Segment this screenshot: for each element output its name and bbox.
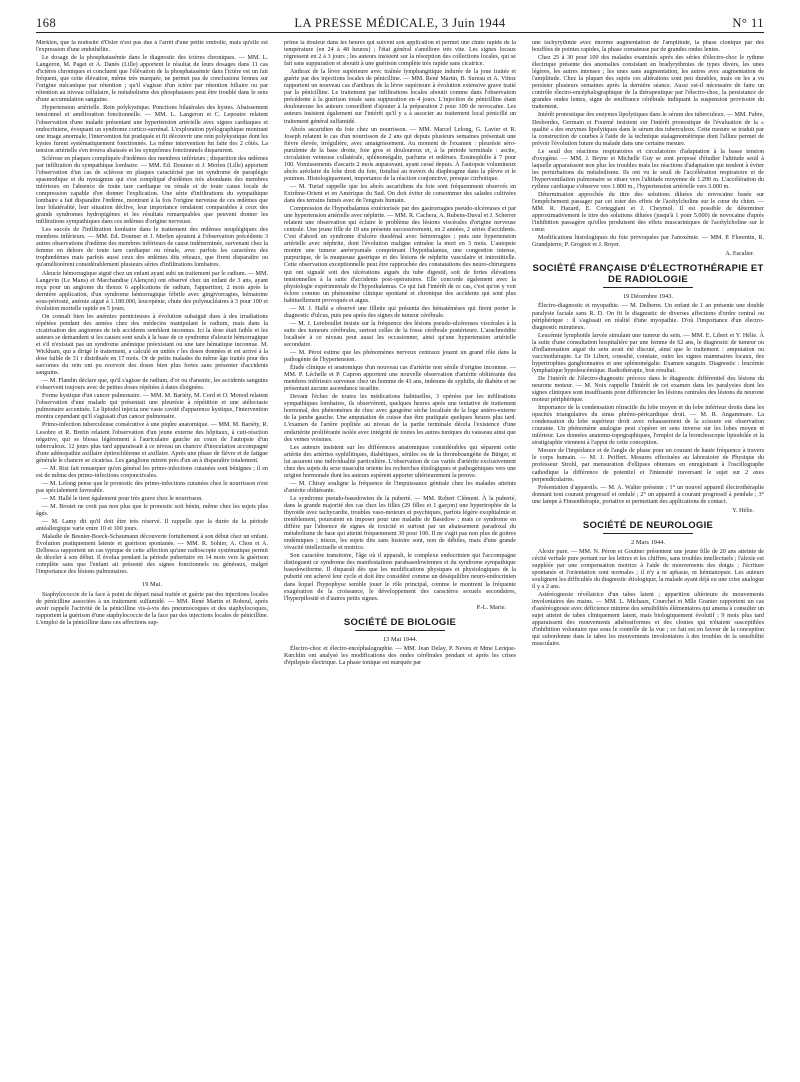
paragraph: Hypertension artérielle. Rein polykystique. Ponctions bilatérales des kystes. Abaissement tensionnel et amélioration fonctionnelle. — MM. L. Langeron et C. Lepoutre relatent l'observation d'une malade présentant une hypertension artérielle avec signes cardiaques et endocriniens, évoquant un syndrome cortico-surrénal. L'exploration pyélographique montrant une image anormale, l'intervention fut pratiquée et fit découvrir une rein polykystique dont les kystes furent systématiquement fonctionnés. La même intervention fut faite des 2 côtés. La tension artérielle s'en trouva abaissée et les symptômes fonctionnels disparurent. xyxy=(36,105,268,154)
session-date-text: 2 Mars 1944. xyxy=(631,538,665,546)
paragraph: Modifications histologiques du foie provoquées par l'anoxémie. — MM. P. Florentin, R. Grandpierre, P. Grognot et J. Royer. xyxy=(532,235,764,249)
journal-title: LA PRESSE MÉDICALE, 3 Juin 1944 xyxy=(294,16,506,30)
issue-number: N° 11 xyxy=(732,16,764,30)
session-date-text: 19 Mai. xyxy=(142,581,162,589)
paragraph: Devant l'échec de toutes les médications habituelles, 3 opérées par les infiltrations sympathiques lombaires, ils observèrent, quelques heures après une tentative de traitement hormonal, des phénomènes de choc avec gangrène sèche localisée de la loge antéro-externe de la jambe gauche. Une amputation de cuisse due être pratiquée quelques heures plus tard. L'examen de l'artère poplitée au niveau de la partie terminale décela l'existence d'une endartérite proliférante isolée avec intégrité de toutes les autres tuniques du vaisseau ainsi que des veines voisines. xyxy=(284,394,516,443)
page-header xyxy=(36,14,764,33)
paragraph: Anthrax de la lèvre supérieure avec traînée lymphangitique indurée de la joue traitée et guérie par des injections locales de pénicilline. — MM. René Martin, B. Sureau et A. Vittoz rapportent un nouveau cas d'anthrax de la lèvre supérieure à évolution extensive grave traité par la pénicilline. Le traitement par infiltrations locales aboutit comme dans l'observation précédente à la guérison totale sans suppuration en 4 jours. L'injection de pénicilline étant douloureuse les auteurs conseillent d'ajouter à la préparation 2 pour 100 de novocaïne. Les auteurs insistent également sur l'intérêt qu'il y a à associer au traitement local pénicillé un traitement général sulfamidé. xyxy=(284,69,516,125)
paragraph: Importance de la condensation rétractile du lobe moyen et du lobe inférieur droits dans les opacités triangulaires du sinus phréno-péricardique droit. — M. R. Angammare. La condensation du lobe supérieur droit avec rehaussement de la scissure est observation courante. Un phénomène analogue peut s'opérer en sens inverse sur les lobes moyen et inférieur. Les données anatomo-topographiques, l'emploi de la bronchoscopie lipiodolée et la stratigraphie viennent à l'appui de cette conception. xyxy=(532,405,764,447)
paragraph: — M. Hallé le tient également pour très grave chez le nourrisson. xyxy=(42,495,203,502)
paragraph: une tachyrythmie avec énorme augmentation de l'amplitude, la phase clonique par des bouffées de pointes rapides, la phase comateuse par de grandes ondes lentes. xyxy=(532,40,764,54)
paragraph: — M. Flandin déclare que, qu'il s'agisse de radium, d'or ou d'arsenic, les accidents sanguins s'observent toujours avec de petites doses répétées à dates éloignées. xyxy=(36,378,268,392)
paragraph: Staphylococcie de la face à point de départ nasal traitée et guérie par des injections locales de pénicilline associées à un traitement sulfamidé. — MM. René Martin et Roboul, après avoir rappelé l'activité de la pénicilline vis-à-vis des pneumocoques et des staphylocoques, rapportent la guérison d'une staphylococcie de la face par des injections locales de pénicilline. L'emploi de la pénicilline dans ces affections sup- xyxy=(36,591,268,626)
paragraph: Astéréognosie révélatrice d'un tabes latent ; apparition ultérieure de mouvements involontaires des mains. — MM. L. Michaux, Courchet et Mlle Granier rapportent un cas d'astéréognosie avec déficience minime des sensibilités élémentaires qui amena à consulter un sujet atteint de tabes cliniquement latent, mais biologiquement évolutif ; 9 mois plus tard apparaissent des mouvements athétosiformes et des clonies qui n'étaient susceptibles d'inhibition volontaire que sous le contrôle de la vue ; ce fait est en faveur de la conception qui subordonne dans le tabes les mouvements involontaires à des troubles de la sensibilité musculaire. xyxy=(532,592,764,648)
session-date xyxy=(36,581,268,588)
society-heading-text: SOCIÉTÉ DE BIOLOGIE xyxy=(343,616,457,628)
heading-rule xyxy=(603,287,693,288)
paragraph: — M. J. Lereboullet insiste sur la fréquence des lésions pseudo-ulcéreuses viscérales à la suite des tumeurs cérébrales, surtout celles de la fosse cérébrale postérieure. L'arachnoïdite localisée à ce niveau peut aussi les occasionner, ainsi qu'une hypertension artérielle secondaire. xyxy=(284,320,516,348)
paragraph: Présentation d'appareils. — M. A. Walter présente : 1° un nouvel appareil électrothéraplie donnant tout courant progressif et ondulé ; 2° un appareil à courant progressif à pendule ; 3° une lampe à Finsenthérapie, portative et permettant des applications de contact. xyxy=(532,484,764,505)
paragraph: Étude clinique et anatomique d'un nouveau cas d'artérite non sénile d'origine inconnue. — MM. P. Léchelle et P. Capron apportent une nouvelle observation d'artérite oblitérante des membres inférieurs survenue chez un homme de 43 ans, indemne de syphilis, de diabète et ne présentant aucune ascendance israélite. xyxy=(284,365,516,393)
paragraph: — M. Lamy dit qu'il doit être très réservé. Il rappelle que la durée de la période antéallergique varie entre 10 et 100 jours. xyxy=(36,519,268,533)
session-date-text: 13 Mai 1944. xyxy=(382,635,418,643)
paragraph: — M. Brouet ne croit pas non plus que le pronostic soit bénin, même chez les sujets plus âgés. xyxy=(36,504,268,518)
author-signature-text: Y. Hélie. xyxy=(732,506,754,514)
paragraph: Maladie de Besnier-Boeck-Schaumann découverte fortuitement à son début chez un enfant. Évolution pratiquement latente et guérison spontanée. — MM. R. Sohier, A. Chon et A. Delbosca rapportent un cas typique de cette affection qu'une radioscopie systématique permit de déceler à son début. Il évolua pendant la période pubertaire en 14 mois vers la guérison complète sans que l'enfant ait présenté des signes fonctionnels ou généraux, malgré l'importance des lésions pulmonaires. xyxy=(36,534,268,576)
paragraph: On connaît bien les anémies pernicieuses à évolution subaiguë dues à des irradiations répétées pendant des années chez des médecins manipulant le radium, mais dans la cicatrisation des angiomes de tels accidents semblent inconnus. Ici la dose était faible et les auteurs se demandent si les causes sont seuls à la base de ce syndrome d'aleucie hémorragique et s'il n'existait pas un syndrome anémique préexistant ou une tare hématique inconnue. M. Wickham, qui a dirigé le traitement, a calculé en unités r les doses données et est arrivé à la dose faible de 31 r distribuée en 17 mois. Or de petits malades du même âge traités pour des sarcomes du rein ont pu recevoir des doses bien plus fortes sans présenter d'accidents sanguins. xyxy=(36,313,268,377)
heading-rule xyxy=(603,533,693,534)
session-date xyxy=(284,636,516,643)
heading-rule xyxy=(355,630,445,631)
column-right xyxy=(532,40,764,1070)
paragraph: Alexie pure. — MM. N. Péron et Goutner présentent une jeune fille de 20 ans atteinte de cécité verbale pure portant sur les lettres et les chiffres, sans troubles intellectuels ; l'alexie est suppléée par une compensation motrice à l'aide de mouvements des doigts ; l'écriture spontanée et l'orientation sont normales ; il n'y a ni aphasie, ni hémianopsie. Les auteurs soulignent les difficultés du diagnostic étiologique, la malade ayant déjà eu une crise analogue il y a 2 ans. xyxy=(532,548,764,591)
paragraph: Les auteurs insistent sur les différences anatomiques considérables qui séparent cette artérite des artérites syphilitiques, diabétiques, séniles ou de la thromboangéite de Bürger, et lui assurent une individualité particulière. L'observation de cas variés d'artérite exclusivement chez des sujets du sexe masculin oriente les recherches étiologiques et pathogéniques vers une origine hormonale dont les auteurs espèrent apporter ultérieurement la preuve. xyxy=(284,444,516,479)
society-heading xyxy=(532,520,764,534)
paragraph: Son caractère transitoire, l'âge où il apparaît, le complexe endocrinien qui l'accompagne distinguent ce syndrome des manifestations parabasedowiennes et du syndrome sympathique basedowiforme. Il disparaît dès que les modifications physiques et physiologiques de la puberté ont achevé leur cycle et doit être considéré comme un déséquilibre neuro-endocrinien dans lequel l'hypophyse semble jouer le rôle principal, comme le montrent la fréquente exagération de la croissance, le développement des caractères sexuels secondaires, l'hyperpilosité et d'autres petits signes. xyxy=(284,553,516,602)
author-signature xyxy=(284,604,506,611)
paragraph: Leucémie lymphoïde larvée simulant une tumeur du sein. — MM. E. Libert et Y. Hélie. À la suite d'une consultation hospitalière par une femme de 62 ans, le diagnostic de tumeur ou d'inflammation aiguë du sein avait été discuté, ainsi que le traitement : amputation ou vaccinothérapie. Le Dr Libert, consulté, constate, outre les signes mammaires locaux, des hypertrophies ganglionnaires et une splénomégalie. Examen sanguin. Diagnostic : leucémie lymphatique hypoleucémique. Radiothérapie, bon résultat. xyxy=(532,332,764,374)
paragraph: Le dosage de la phosphatasémie dans le diagnostic des ictères chroniques. — MM. L. Langeron, M. Paget et A. Danés (Lille) apportent le résultat de leurs dosages dans 11 cas d'ictères chroniques et concluent que l'élévation de la phosphatasémie dans l'ictère est un fait fréquent, que cette élévation, même très marquée, ne permet pas de conclusions fermes sur l'origine mécanique par rétention ; qu'il s'agisse d'un ictère par rétention biliaire ou par rétention au niveau cellulaire, le métabolisme des phosphatases peut être troublé dans le sens d'une accumulation sanguine. xyxy=(36,55,268,104)
author-signature xyxy=(532,507,754,514)
paragraph: — M. Rist fait remarquer qu'en général les primo-infections cutanées sont bénignes ; il en est de même des primo-infections conjonctivales. xyxy=(36,465,268,479)
author-signature-text: A. Escalier. xyxy=(725,250,754,258)
paragraph: — M. Lelong pense que le pronostic des primo-infections cutanées chez le nourrisson n'est pas spécialement favorable. xyxy=(36,480,268,494)
paragraph: Merklen, que la nodosité d'Osler n'est pas due à l'arrêt d'une petite embolie, mais qu'elle est l'expression d'une endothélite. xyxy=(36,40,268,54)
paragraph: De l'intérêt de l'électro-diagnostic précoce dans le diagnostic différentiel des lésions du neurone moteur. — M. Noix rappelle l'intérêt de cet examen dans les paralysies dont les signes cliniques sont insuffisants pour différencier les lésions centrales des lésions du neurone moteur périphérique. xyxy=(532,375,764,404)
paragraph: Électro-diagnostic et myopathie. — M. Delherm. Un enfant de 1 an présente une double paralysie faciale sans R. D. On fit le diagnostic de diverses affections d'ordre central ou périphérique : il s'agissait en réalité d'une myopathie. D'où l'importance d'un électro-diagnostic minutieux. xyxy=(532,303,764,331)
paragraph: Le syndrome pseudo-basedowien de la puberté. — MM. Robert Clément. À la puberté, dans la grande majorité des cas chez les filles (29 filles et 1 garçon) une hypertrophie de la thyroïde avec tachycardie, troubles vaso-moteurs et psychiques, parfois légère exophtalmie et tremblement, pourraient en imposer pour une maladie de Basedow ; mais ce syndrome en diffère par l'absence de signes de toxicité et surtout par un abaissement paradoxal du métabolisme de base qui atteint fréquemment 30 pour 100. Il ne s'agit pas non plus de goitres endémiques ; mieux, les sujets dits sans histoire sont, non de débiles, mais d'une grande vivacité intellectuelle et motrice. xyxy=(284,495,516,552)
column-middle xyxy=(284,40,516,1070)
paragraph: Forme kystique d'un cancer pulmonaire. — MM. M. Bariéty, M. Cord et O. Monod relatent l'observation d'une malade qui présentait une pleurésie à répétition et une atélectasie pulmonaire accentuée. Le lipiodol injecta une vaste cavité d'apparence kystique, l'intervention montra cependant qu'il s'agissait d'un cancer pulmonaire. xyxy=(36,393,268,421)
page-number: 168 xyxy=(36,16,57,30)
paragraph: Mesure de l'impédance et de l'angle de phase pour un courant de haute fréquence à travers le corps humain. — M. J. Peiffert. Mesures effectuées au laboratoire de Physique du professeur Strohl, par mensuration d'ellipses obtenues en enregistrant à l'oscillographe cathodique la différence de potentiel et l'intensité traversant le sujet sur 2 axes perpendiculaires. xyxy=(532,448,764,483)
paragraph: Abcès ascaridien du foie chez un nourrisson. — MM. Marcel Lelong, G. Lavier et R. Joseph relatent le cas d'un nourrisson de 2 ans qui depuis plusieurs semaines présentait une fièvre élevée, irrégulière, avec amaigrissement. Au moment de l'examen : pleurésie séro-purulente de la base droite, foie gros et douloureux et, à la période terminale : ascite, circulation veineuse collatérale, splénomégalie, parfums et œdèmes. Éosinophilie à 7 pour 100. Vomissements d'ascaris 2 mois auparavant, ayant cessé depuis. À l'autopsie volumineux abcès aréolaire du lobe droit du foie, fistulisé au travers du diaphragme dans la plèvre et le poumon. Histologiquement, importance de la réaction conjonctive, presque cirrhotique. xyxy=(284,126,516,182)
paragraph: Chez 25 à 30 pour 100 des malades examinés après des séries d'électro-choc le rythme électrique présente des anomalies consistant en bradyrythmies de types divers, les unes légères, les autres intenses ; les unes sans augmentation, les autres avec augmentation de l'amplitude. Chez la plupart des sujets ces altérations sont peu durables, mais on les a vu persister plusieurs semaines après la dernière séance. Aussi est-il nécessaire de faire un contrôle électro-encéphalographique de la thérapeutique par l'électro-choc, la persistance de grandes ondes lentes, signe de souffrance cérébrale indiquant la suspension provisoire du traitement. xyxy=(532,55,764,111)
session-date-text: 19 Décembre 1943. xyxy=(622,293,674,301)
society-heading xyxy=(532,263,764,288)
paragraph: — M. Chiray souligne la fréquence de l'impuissance génitale chez les malades atteints d'artérite oblitérante. xyxy=(284,480,516,494)
paragraph: — M. J. Hallé a observé une fillette qui présenta des hématémèses qui firent porter le diagnostic d'ulcus, puis peu après des signes de tumeur cérébrale. xyxy=(284,305,516,319)
paragraph: Primo-infection tuberculeuse consécutive à une piqûre anatomique. — MM. M. Bariéty, R. Lesobre et R. Bretin relatent l'observation d'un jeune externe des hôpitaux, à cuti-réaction négative, qui se blessa légèrement à l'auriculaire gauche au cours de l'autopsie d'un tuberculeux. 12 jours plus tard apparaissait à ce niveau un chancre d'inoculation accompagné d'une adénopathie axillaire épitrochléenne et axillaire. Après une phase de fièvre et de fatigue générale le chancre se cicatrisa. Les ganglions mirent près d'un an à disparaître totalement. xyxy=(36,422,268,464)
paragraph: Aleucie hémorragique aiguë chez un enfant ayant subi un traitement par le radium. — MM. Langevin (Le Mans) et Marchandise (Alençon) ont observé chez un enfant de 3 ans, ayant reçu pour un angiome du thorax 6 applications de radium, l'apparition, 2 mois après la dernière application, d'un syndrome hémorragique fébrile avec gingivorragies, hématome sous-périosté, anémie aiguë à 1.180.000, leucopénie, chute des polynucléaires à 3 pour 100 et évolution mortelle rapide en 5 jours. xyxy=(36,270,268,312)
paragraph: Détermination approchée du titre des solutions diluées de novocaïne basée sur l'empêchement passager par cet ester des effets de l'acétylcholine sur le cœur du chien. — MM. R. Hazard, E. Corteggiani et J. Cheymol. Il est possible de déterminer approximativement le titre des solutions diluées (jusqu'à 1 pour 5.000) de novocaïne d'après l'inhibition passagère qu'elles produisent des effets muscariniques de l'acétylcholine sur le cœur. xyxy=(532,191,764,234)
society-heading-text: SOCIÉTÉ DE NEUROLOGIE xyxy=(582,519,714,531)
column-left xyxy=(36,40,268,1070)
paragraph: Les succès de l'infiltration lombaire dans le traitement des œdèmes neuplégiques des membres inférieurs. — MM. Ed. Doumer et J. Merlen ajoutent à l'observation précédente 3 autres observations d'œdème des membres inférieurs de cause indéterminée, survenant chez la femme en dehors de toute tare cardiaque ou rénale, avec parfois les caractères des trophœdèmes mais parfois aussi ceux des œdèmes dits réteaux, que firent disparaître ou qu'améliorèrent considérablement plusieurs séries d'infiltrations lombaires. xyxy=(36,227,268,269)
author-signature xyxy=(532,250,754,257)
society-heading xyxy=(284,617,516,631)
paragraph: prime la douleur dans les heures qui suivent son application et permet une chute rapide de la température (en 24 à 48 heures) ; l'état général s'améliore très vite. Les signes locaux régressent en 2 à 3 jours ; les auteurs insistent sur la résorption des collections locales, qui se fait sans suppuration et aboutit à une guérison complète très rapide sans cicatrice. xyxy=(284,40,516,68)
session-date xyxy=(532,539,764,546)
paragraph: Sclérose en plaques compliquée d'œdèmes des membres inférieurs ; disparition des œdèmes par infiltration du sympathique lombaire. — MM. Ed. Doumer et J. Merlen (Lille) apportent l'observation d'un cas de sclérose en plaques caractérisé par un syndrome de paraplégie spasmodique et du nystagmus qui s'est compliqué d'œdèmes très abondants des membres inférieurs en l'absence de toute tare cardiaque ou rénale et de toute cause locale de compression capable d'en donner l'explication. Une série d'infiltrations du sympathique lombaire a fait disparaître l'œdème, montrant à la fois l'origine nerveuse de ces œdèmes que leur bilatéralité, leur situation déclive, leur importance rendaient comparables à ceux des grands syndromes hydropigènes et les résultats remarquables que peuvent donner les infiltrations sympathiques dans ces œdèmes d'origine nerveuse. xyxy=(36,155,268,226)
paragraph: Compression de l'hypothalamus extériorisée par des gastrorragies pseudo-ulcéreuses et par une hypertension artérielle avec néphrite. — MM. R. Cachera, A. Rubens-Duval et J. Scherrer relatent une observation qui éclaire le problème des lésions viscérales d'origine nerveuse centrale. Une jeune fille de 19 ans présente successivement, en 2 années, 2 séries d'accidents. C'est d'abord un syndrome d'ulcère duodénal avec hémorragies ; puis une hypertension artérielle avec néphrite, dont l'évolution maligne entraîne la mort en 3 mois. L'autopsie montre une tumeur anévrysmale comprimant l'hypothalamus, une congestion intense, purpurique, de la muqueuse gastrique et des lésions de néphrite vasculaire et interstitielle. Cette observation exceptionnelle peut être rapprochée des constatations des neuro-chirurgiens qui ont signalé soit des ulcérations aiguës du tube digestif, soit de fortes élévations tensionnelles à la suite d'accidents post-opératoires. Elle concorde également avec la physiologie expérimentale de l'hypothalamus. Ce qui fait l'intérêt de ce cas, c'est qu'on y voit éclore comme un phénomène clinique spontané et chronique des accidents qui sont plus habituellement provoqués et aigus. xyxy=(284,206,516,304)
paragraph: Le seuil des réactions respiratoires et circulatoires d'adaptation à la basse tension d'oxygène. — MM. J. Beyne et Michelle Guy se sont proposé d'étudier l'altitude seuil à laquelle apparaissent non plus les troubles mais les réactions d'adaptation qui tendent à éviter les perturbations du métabolisme. Ils ont vu le seuil de l'accélération respiratoire et de l'hyperventilation pulmonaire se situer vers l'altitude moyenne de 1.200 m. L'accélération du rythme cardiaque s'observe vers 1.800 m., l'hypertension artérielle vers 3.000 m. xyxy=(532,148,764,190)
society-heading-text: SOCIÉTÉ FRANÇAISE D'ÉLECTROTHÉRAPIE ET DE RADIOLOGIE xyxy=(532,263,764,286)
author-signature-text: P.-L. Marie. xyxy=(476,603,506,611)
paragraph: Intérêt pronostique des enzymes lipolytiques dans le sérum des tuberculeux. — MM. Fabre, Desbordes, Germain et Fourmé insistent sur l'intérêt pronostique de l'évaluation de la « qualité » des enzymes lipolytiques dans le sérum des tuberculeux. Cette mesure se traduit par la construction de courbes à l'aide de la technique stalagmométrique dont l'allure permet de prévoir l'évolution future du malade dans une certaine mesure. xyxy=(532,112,764,147)
paragraph: — M. Pérot estime que les phénomènes nerveux centraux jouent un grand rôle dans la pathogénie de l'hypertension. xyxy=(284,350,516,364)
session-date xyxy=(532,293,764,300)
paragraph: — M. Turiaf rappelle que les abcès ascaridiens du foie sont fréquemment observés en Extrême-Orient et en Amérique du Sud. On doit éviter de consommer des salades cultivées dans des terrains fumés avec de l'engrais humain. xyxy=(284,183,516,205)
paragraph: Électro-choc et électro-encéphalographie. — MM. Jean Delay, P. Neveu et Mme Lerique-Kœchlin ont analysé les modifications des ondes cérébrales pendant et après les crises d'épilepsie électrique. La phase tonique est marquée par xyxy=(284,645,516,666)
